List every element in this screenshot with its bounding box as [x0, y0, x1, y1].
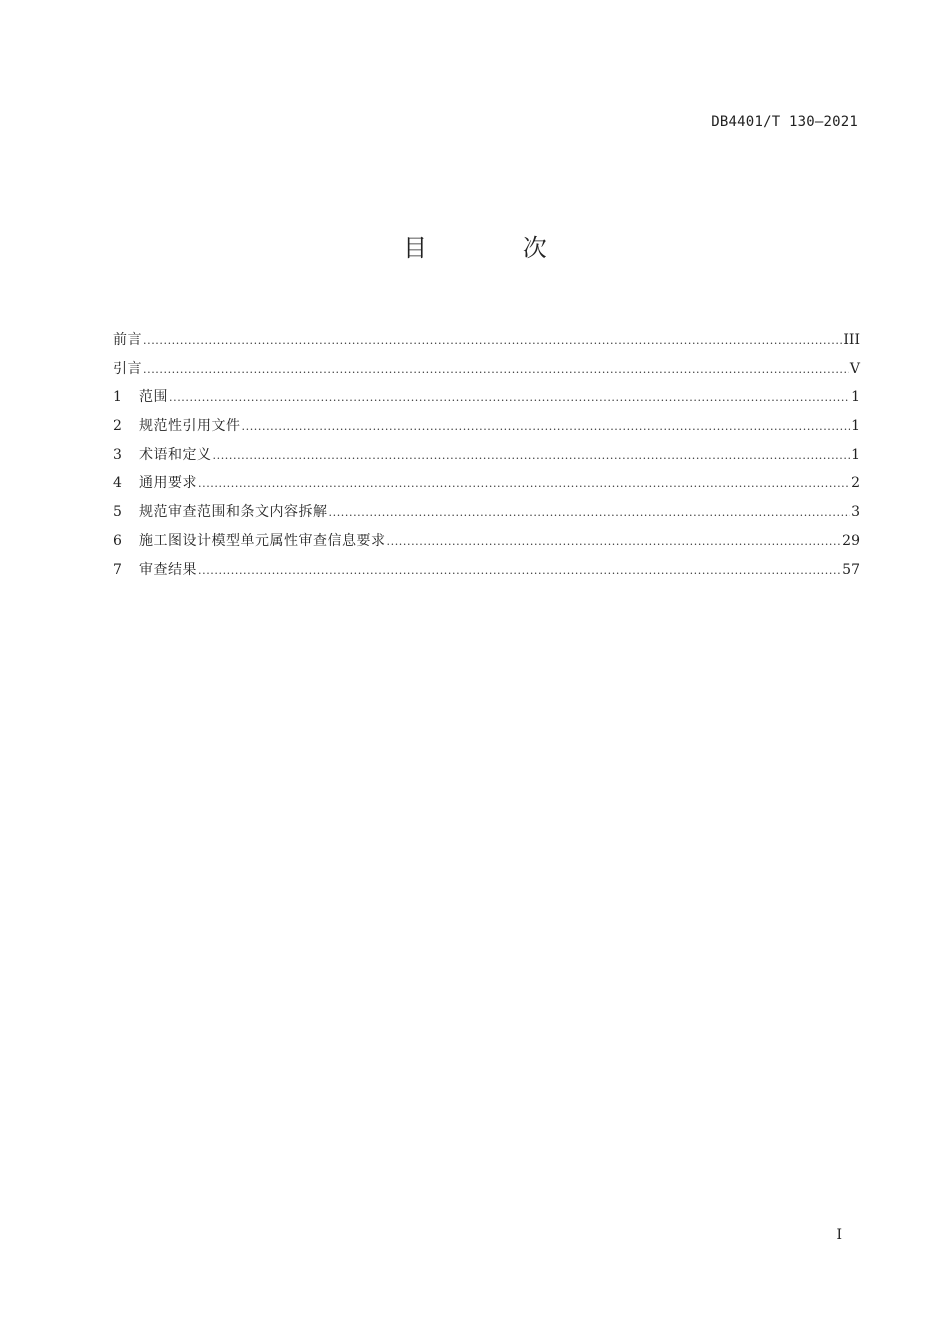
toc-entry-number: 1 [113, 389, 122, 406]
toc-entry-label: 规范审查范围和条文内容拆解 [139, 504, 328, 521]
toc-leader-dots [169, 384, 850, 413]
toc-entry-number: 2 [113, 418, 122, 435]
toc-entry-general-requirements[interactable] [113, 469, 860, 498]
toc-entry-model-attributes[interactable] [113, 527, 860, 556]
toc-entry-page: V [849, 360, 860, 377]
document-code: DB4401/T 130—2021 [711, 114, 858, 130]
toc-entry-number: 4 [113, 475, 122, 492]
toc-entry-number: 3 [113, 446, 122, 463]
toc-entry-review-scope[interactable] [113, 498, 860, 527]
toc-entry-page: 3 [851, 504, 860, 521]
toc-leader-dots [242, 413, 851, 442]
toc-entry-label: 前言 [113, 332, 142, 348]
toc-entry-label: 引言 [113, 360, 142, 377]
toc-entry-page: 57 [842, 561, 860, 578]
toc-entry-page: 1 [851, 389, 860, 406]
toc-leader-dots [143, 356, 849, 385]
toc-entry-label: 术语和定义 [139, 446, 212, 463]
toc-entry-number: 6 [113, 532, 122, 549]
toc-entry-label: 审查结果 [139, 561, 197, 578]
toc-entry-page: 29 [842, 532, 860, 549]
toc-entry-review-results[interactable] [113, 556, 860, 585]
toc-entry-scope[interactable] [113, 383, 860, 412]
table-of-contents [113, 326, 860, 584]
toc-leader-dots [329, 499, 851, 528]
toc-entry-page: 1 [851, 446, 860, 463]
toc-entry-page: 2 [851, 475, 860, 492]
toc-entry-terms-definitions[interactable] [113, 441, 860, 470]
toc-leader-dots [213, 442, 851, 471]
toc-entry-page: 1 [851, 418, 860, 435]
toc-entry-label: 范围 [139, 389, 168, 406]
toc-entry-introduction[interactable] [113, 355, 860, 384]
toc-entry-label: 施工图设计模型单元属性审查信息要求 [139, 532, 386, 549]
toc-entry-label: 规范性引用文件 [139, 418, 241, 435]
toc-entry-number: 7 [113, 561, 122, 578]
toc-entry-normative-references[interactable] [113, 412, 860, 441]
toc-leader-dots [143, 327, 842, 356]
toc-entry-number: 5 [113, 504, 122, 521]
page-number: I [836, 1227, 842, 1243]
toc-leader-dots [198, 557, 841, 586]
toc-entry-page: III [843, 332, 860, 348]
toc-title: 目 次 [403, 234, 591, 262]
toc-leader-dots [198, 470, 850, 499]
toc-leader-dots [387, 528, 842, 557]
toc-entry-foreword[interactable] [113, 326, 860, 355]
toc-entry-label: 通用要求 [139, 475, 197, 492]
